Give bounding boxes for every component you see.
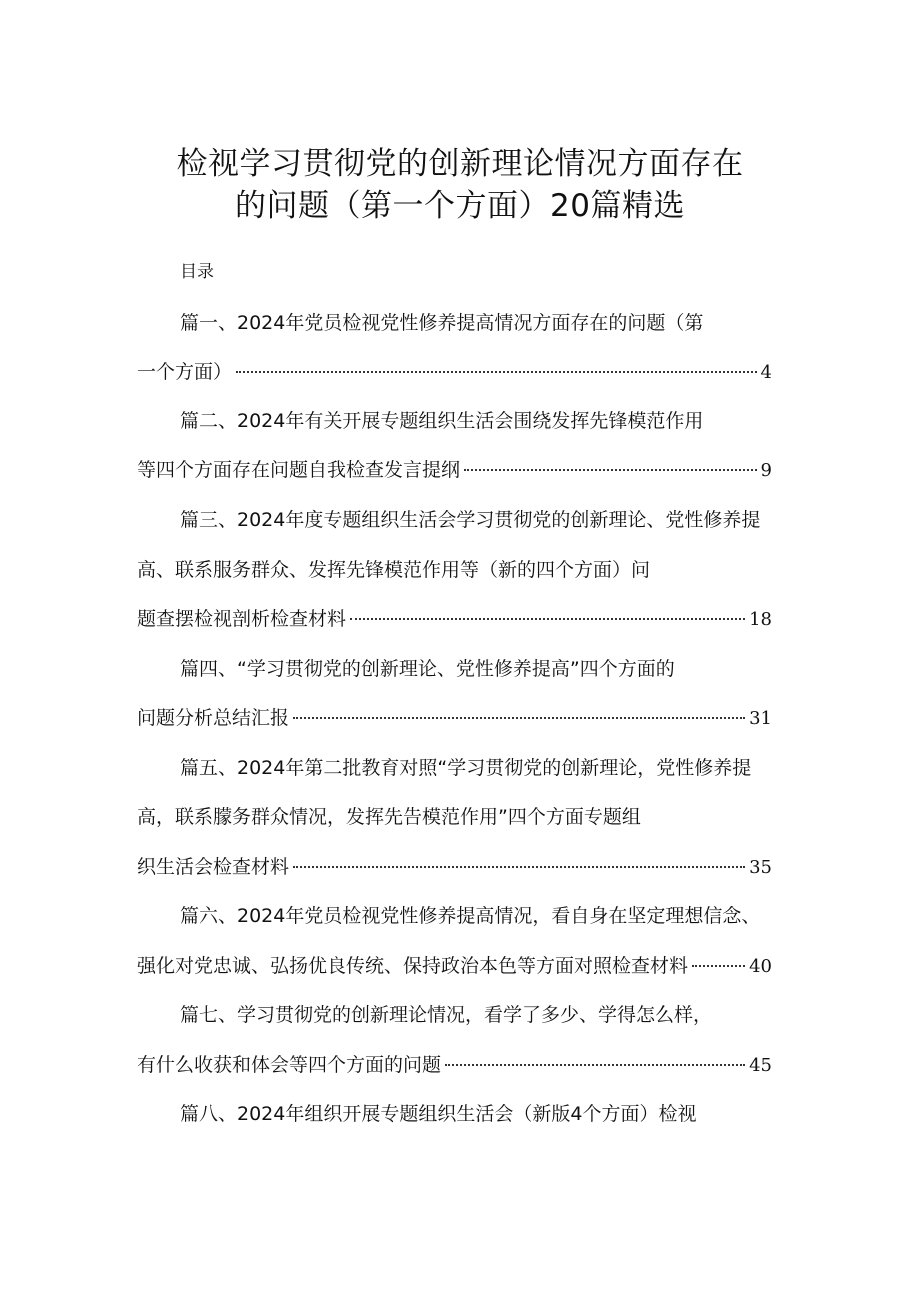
toc-entry-2-line-1[interactable]: 篇二、2024年有关开展专题组织生活会围绕发挥先锋模范作用 <box>180 410 704 432</box>
dot-leader <box>293 717 745 719</box>
toc-entry-2-page: 9 <box>760 460 772 481</box>
toc-entry-3-page: 18 <box>749 609 772 630</box>
toc-entry-5-line-1[interactable]: 篇五、2024年第二批教育对照“学习贯彻党的创新理论，党性修养提 <box>180 757 752 779</box>
toc-entry-6-last-line: 强化对党忠诚、弘扬优良传统、保持政治本色等方面对照检查材料 <box>137 955 689 977</box>
toc-entry-4-last-line: 问题分析总结汇报 <box>137 707 290 729</box>
toc-entry-5-last-line: 织生活会检查材料 <box>137 856 290 878</box>
toc-entry-7-leader[interactable] <box>137 1050 772 1081</box>
toc-entry-4-leader[interactable] <box>137 703 772 734</box>
toc-entry-1-leader[interactable] <box>137 357 772 388</box>
dot-leader <box>350 618 745 620</box>
toc-entry-7-last-line: 有什么收获和体会等四个方面的问题 <box>137 1054 442 1076</box>
toc-entry-7-line-1[interactable]: 篇七、学习贯彻党的创新理论情况，看学了多少、学得怎么样， <box>180 1004 713 1026</box>
toc-entry-6-page: 40 <box>749 956 772 977</box>
toc-entry-5-leader[interactable] <box>137 852 772 883</box>
toc-entry-1-page: 4 <box>760 362 772 383</box>
toc-entry-6-leader[interactable] <box>137 951 772 982</box>
toc-entry-3-line-2[interactable]: 高、联系服务群众、发挥先锋模范作用等（新的四个方面）问 <box>137 559 651 581</box>
document-title-line-2: 的问题（第一个方面）20篇精选 <box>235 188 685 224</box>
document-title-line-1: 检视学习贯彻党的创新理论情况方面存在 <box>176 146 744 182</box>
toc-entry-1-last-line: 一个方面） <box>137 361 233 383</box>
toc-label: 目录 <box>180 262 214 282</box>
toc-entry-5-line-2[interactable]: 高，联系朦务群众情况，发挥先告模范作用”四个方面专题组 <box>137 806 641 828</box>
toc-entry-6-line-1[interactable]: 篇六、2024年党员检视党性修养提高情况，看自身在坚定理想信念、 <box>180 905 761 927</box>
toc-entry-3-leader[interactable] <box>137 604 772 635</box>
toc-entry-4-line-1[interactable]: 篇四、“学习贯彻党的创新理论、党性修养提高”四个方面的 <box>180 658 675 680</box>
toc-entry-7-page: 45 <box>749 1055 772 1076</box>
toc-entry-1-line-1[interactable]: 篇一、2024年党员检视党性修养提高情况方面存在的问题（第 <box>180 312 704 334</box>
toc-entry-2-last-line: 等四个方面存在问题自我检查发言提纲 <box>137 459 461 481</box>
dot-leader <box>293 866 745 868</box>
toc-entry-4-page: 31 <box>749 708 772 729</box>
toc-entry-5-page: 35 <box>749 857 772 878</box>
dot-leader <box>236 371 757 373</box>
dot-leader <box>692 965 745 967</box>
toc-entry-3-last-line: 题查摆检视剖析检查材料 <box>137 608 347 630</box>
toc-entry-8-line-1[interactable]: 篇八、2024年组织开展专题组织生活会（新版4个方面）检视 <box>180 1103 697 1125</box>
dot-leader <box>445 1064 745 1066</box>
toc-entry-2-leader[interactable] <box>137 455 772 486</box>
toc-entry-3-line-1[interactable]: 篇三、2024年度专题组织生活会学习贯彻党的创新理论、党性修养提 <box>180 509 761 531</box>
dot-leader <box>464 469 757 471</box>
